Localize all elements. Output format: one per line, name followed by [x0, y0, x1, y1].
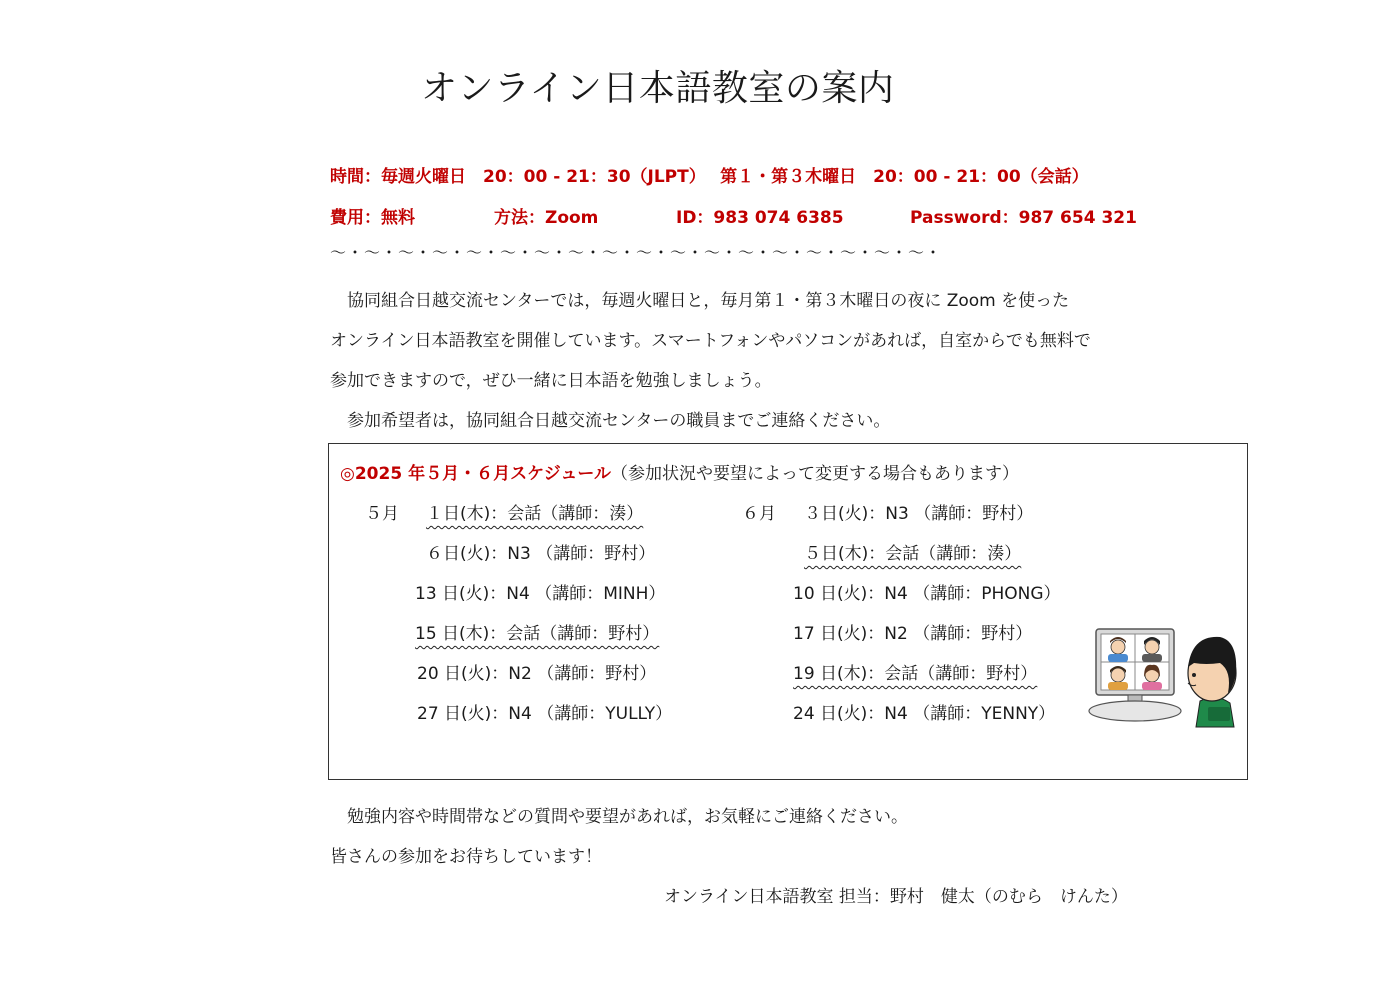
june-item-4: 17 日(火)：N2 （講師：野村） [793, 624, 1033, 644]
fee-info: 費用：無料 [330, 208, 415, 228]
schedule-heading [340, 459, 1019, 484]
june-item-1: ３日(火)：N3 （講師：野村） [804, 504, 1034, 524]
june-item-2: ５日(木)：会話（講師：湊） [804, 544, 1022, 564]
june-item-5: 19 日(木)：会話（講師：野村） [793, 664, 1038, 684]
may-item-2: ６日(火)：N3 （講師：野村） [426, 544, 656, 564]
closing-line-1: 勉強内容や時間帯などの質問や要望があれば，お気軽にご連絡ください。 [330, 807, 908, 827]
may-item-4: 15 日(木)：会話（講師：野村） [415, 624, 660, 644]
june-label: ６月 [742, 504, 776, 524]
intro-line-4: 参加希望者は，協同組合日越交流センターの職員までご連絡ください。 [330, 411, 891, 431]
intro-line-3: 参加できますので，ぜひ一緒に日本語を勉強しましょう。 [330, 371, 772, 391]
schedule-heading-note: （参加状況や要望によって変更する場合もあります） [611, 464, 1020, 484]
intro-line-1: 協同組合日越交流センターでは，毎週火曜日と，毎月第１・第３木曜日の夜に Zoom を使った [330, 291, 1070, 311]
decorative-divider: ～・～・～・～・～・～・～・～・～・～・～・～・～・～・～・～・～・～・ [330, 243, 943, 262]
schedule-heading-title: ◎2025 年５月・６月スケジュール [340, 464, 612, 484]
may-item-6: 27 日(火)：N4 （講師：YULLY） [417, 704, 673, 724]
page-title: オンライン日本語教室の案内 [421, 68, 895, 109]
closing-line-2: 皆さんの参加をお待ちしています！ [330, 847, 602, 867]
zoom-id-info: ID：983 074 6385 [676, 208, 844, 228]
method-info: 方法：Zoom [494, 208, 599, 228]
may-item-1: １日(木)：会話（講師：湊） [426, 504, 644, 524]
may-item-3: 13 日(火)：N4 （講師：MINH） [415, 584, 666, 604]
june-item-3: 10 日(火)：N4 （講師：PHONG） [793, 584, 1061, 604]
video-call-illustration [1088, 623, 1238, 733]
schedule-time-info: 時間：毎週火曜日 20：00 - 21：30（JLPT） 第１・第３木曜日 20：00 - 21：00（会話） [330, 167, 1089, 187]
zoom-password-info: Password：987 654 321 [910, 208, 1137, 228]
may-label: ５月 [365, 504, 399, 524]
signature: オンライン日本語教室 担当：野村 健太（のむら けんた） [664, 887, 1128, 907]
intro-line-2: オンライン日本語教室を開催しています。スマートフォンやパソコンがあれば，自室からでも無料で [330, 331, 1091, 351]
may-item-5: 20 日(火)：N2 （講師：野村） [417, 664, 657, 684]
june-item-6: 24 日(火)：N4 （講師：YENNY） [793, 704, 1056, 724]
